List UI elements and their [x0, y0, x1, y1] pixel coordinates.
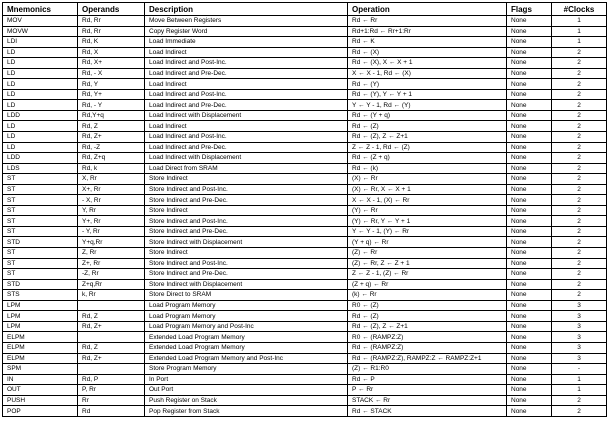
flags-cell: None [507, 385, 552, 396]
operands-cell: Y, Rr [78, 205, 145, 216]
mnemonic-cell: LD [3, 132, 78, 143]
mnemonic-cell: LDD [3, 110, 78, 121]
description-cell: Store Indirect and Post-Inc. [145, 258, 348, 269]
mnemonic-cell: POP [3, 406, 78, 417]
flags-cell: None [507, 100, 552, 111]
operands-cell: Z, Rr [78, 248, 145, 259]
description-cell: Load Indirect and Pre-Dec. [145, 142, 348, 153]
description-cell: Push Register on Stack [145, 395, 348, 406]
mnemonic-cell: LDI [3, 37, 78, 48]
flags-cell: None [507, 269, 552, 280]
mnemonic-cell: ST [3, 205, 78, 216]
operands-cell: Rd, -Z [78, 142, 145, 153]
flags-cell: None [507, 237, 552, 248]
table-row [3, 184, 607, 195]
operation-cell: (Z) ← R1:R0 [348, 364, 507, 375]
table-row [3, 79, 607, 90]
flags-cell: None [507, 395, 552, 406]
mnemonic-cell: LD [3, 68, 78, 79]
operation-cell: Rd ← (RAMPZ:Z) [348, 342, 507, 353]
flags-cell: None [507, 364, 552, 375]
operands-cell: Y+q,Rr [78, 237, 145, 248]
clocks-cell: 1 [552, 374, 607, 385]
description-cell: Load Indirect [145, 79, 348, 90]
description-cell: Extended Load Program Memory [145, 342, 348, 353]
operation-cell: Rd ← (Y) [348, 79, 507, 90]
operation-cell: R0 ← (RAMPZ:Z) [348, 332, 507, 343]
operation-cell: X ← X - 1, (X) ← Rr [348, 195, 507, 206]
table-row [3, 163, 607, 174]
operation-cell: Z ← Z - 1, Rd ← (Z) [348, 142, 507, 153]
table-row [3, 226, 607, 237]
operands-cell: Rd, Z [78, 311, 145, 322]
operation-cell: Rd ← (Z), Z ← Z+1 [348, 321, 507, 332]
mnemonic-cell: LD [3, 142, 78, 153]
flags-cell: None [507, 121, 552, 132]
table-row [3, 121, 607, 132]
table-row [3, 269, 607, 280]
clocks-cell: 2 [552, 89, 607, 100]
operation-cell: Rd ← STACK [348, 406, 507, 417]
description-cell: Store Indirect [145, 205, 348, 216]
description-cell: Load Program Memory [145, 300, 348, 311]
operands-cell [78, 300, 145, 311]
table-row [3, 68, 607, 79]
operands-cell: P, Rr [78, 385, 145, 396]
mnemonic-cell: LPM [3, 311, 78, 322]
description-cell: Store Indirect and Pre-Dec. [145, 195, 348, 206]
table-row [3, 279, 607, 290]
clocks-cell: 2 [552, 153, 607, 164]
operation-cell: Rd ← (Z + q) [348, 153, 507, 164]
clocks-cell: 3 [552, 311, 607, 322]
clocks-cell: 2 [552, 269, 607, 280]
operands-cell: Rd, K [78, 37, 145, 48]
flags-cell: None [507, 47, 552, 58]
clocks-cell: 3 [552, 353, 607, 364]
mnemonic-cell: LD [3, 121, 78, 132]
clocks-cell: 2 [552, 216, 607, 227]
description-cell: Load Indirect and Pre-Dec. [145, 68, 348, 79]
flags-cell: None [507, 89, 552, 100]
mnemonic-cell: LD [3, 89, 78, 100]
mnemonic-cell: ST [3, 216, 78, 227]
clocks-cell: 2 [552, 174, 607, 185]
description-cell: Store Indirect [145, 174, 348, 185]
operands-cell: k, Rr [78, 290, 145, 301]
clocks-cell: 2 [552, 163, 607, 174]
mnemonic-cell: LDD [3, 153, 78, 164]
clocks-cell: 2 [552, 258, 607, 269]
operands-cell: Rd, Z+ [78, 321, 145, 332]
operands-cell: X, Rr [78, 174, 145, 185]
mnemonic-cell: ELPM [3, 332, 78, 343]
mnemonic-cell: MOVW [3, 26, 78, 37]
description-cell: Load Indirect and Post-Inc. [145, 58, 348, 69]
operands-cell: Rd, Y [78, 79, 145, 90]
table-row [3, 395, 607, 406]
clocks-cell: 2 [552, 100, 607, 111]
mnemonic-cell: ST [3, 174, 78, 185]
mnemonic-cell: STD [3, 237, 78, 248]
flags-cell: None [507, 37, 552, 48]
clocks-cell: 2 [552, 68, 607, 79]
table-row [3, 195, 607, 206]
clocks-cell: 2 [552, 226, 607, 237]
flags-cell: None [507, 226, 552, 237]
operands-cell: X+, Rr [78, 184, 145, 195]
flags-cell: None [507, 195, 552, 206]
description-cell: Store Indirect and Pre-Dec. [145, 226, 348, 237]
flags-cell: None [507, 205, 552, 216]
operands-cell [78, 364, 145, 375]
clocks-cell: 2 [552, 406, 607, 417]
operation-cell: (Y + q) ← Rr [348, 237, 507, 248]
flags-cell: None [507, 153, 552, 164]
operation-cell: P ← Rr [348, 385, 507, 396]
description-cell: Load Indirect and Post-Inc. [145, 132, 348, 143]
description-cell: Store Indirect and Post-Inc. [145, 184, 348, 195]
description-cell: Load Indirect [145, 47, 348, 58]
flags-cell: None [507, 290, 552, 301]
description-cell: Load Program Memory [145, 311, 348, 322]
flags-cell: None [507, 79, 552, 90]
clocks-cell: 1 [552, 16, 607, 27]
table-row [3, 248, 607, 259]
operation-cell: (X) ← Rr, X ← X + 1 [348, 184, 507, 195]
description-cell: Load Program Memory and Post-Inc [145, 321, 348, 332]
operation-cell: Rd ← (Z) [348, 121, 507, 132]
operands-cell: Rd, Rr [78, 16, 145, 27]
table-row [3, 205, 607, 216]
clocks-cell: 2 [552, 205, 607, 216]
operation-cell: (Z + q) ← Rr [348, 279, 507, 290]
clocks-cell: 2 [552, 195, 607, 206]
mnemonic-cell: LD [3, 100, 78, 111]
mnemonic-cell: LDS [3, 163, 78, 174]
flags-cell: None [507, 142, 552, 153]
mnemonic-cell: IN [3, 374, 78, 385]
operands-cell: Rd, Y+ [78, 89, 145, 100]
flags-cell: None [507, 342, 552, 353]
operands-cell: Rd, Z+ [78, 132, 145, 143]
description-cell: Copy Register Word [145, 26, 348, 37]
flags-cell: None [507, 110, 552, 121]
operands-cell: Rd, P [78, 374, 145, 385]
flags-cell: None [507, 353, 552, 364]
table-row [3, 58, 607, 69]
mnemonic-cell: ST [3, 184, 78, 195]
table-row [3, 300, 607, 311]
clocks-cell: 2 [552, 58, 607, 69]
operation-cell: (Z) ← Rr [348, 248, 507, 259]
table-row [3, 406, 607, 417]
flags-cell: None [507, 279, 552, 290]
col-header-flags: Flags [507, 3, 552, 16]
description-cell: Store Program Memory [145, 364, 348, 375]
col-header-mnemonics: Mnemonics [3, 3, 78, 16]
description-cell: Load Indirect [145, 121, 348, 132]
flags-cell: None [507, 26, 552, 37]
operation-cell: Y ← Y - 1, (Y) ← Rr [348, 226, 507, 237]
operands-cell: Rd,Y+q [78, 110, 145, 121]
instruction-table [2, 2, 607, 417]
col-header-operation: Operation [348, 3, 507, 16]
mnemonic-cell: ST [3, 258, 78, 269]
col-header-operands: Operands [78, 3, 145, 16]
mnemonic-cell: STS [3, 290, 78, 301]
flags-cell: None [507, 300, 552, 311]
table-row [3, 290, 607, 301]
flags-cell: None [507, 132, 552, 143]
description-cell: Store Indirect and Post-Inc. [145, 216, 348, 227]
description-cell: Store Indirect with Displacement [145, 237, 348, 248]
flags-cell: None [507, 406, 552, 417]
operands-cell: Rd, Rr [78, 26, 145, 37]
operation-cell: Rd ← (X) [348, 47, 507, 58]
clocks-cell: 2 [552, 237, 607, 248]
operands-cell: Rd, Z [78, 121, 145, 132]
operation-cell: Y ← Y - 1, Rd ← (Y) [348, 100, 507, 111]
operation-cell: Rd ← (Y), Y ← Y + 1 [348, 89, 507, 100]
operation-cell: Rd ← (X), X ← X + 1 [348, 58, 507, 69]
table-row [3, 258, 607, 269]
table-row [3, 216, 607, 227]
operands-cell: -Z, Rr [78, 269, 145, 280]
clocks-cell: 2 [552, 279, 607, 290]
operation-cell: (Z) ← Rr, Z ← Z + 1 [348, 258, 507, 269]
clocks-cell: 2 [552, 79, 607, 90]
flags-cell: None [507, 16, 552, 27]
clocks-cell: 2 [552, 248, 607, 259]
clocks-cell: 1 [552, 26, 607, 37]
clocks-cell: 2 [552, 290, 607, 301]
mnemonic-cell: ELPM [3, 342, 78, 353]
mnemonic-cell: MOV [3, 16, 78, 27]
description-cell: Load Direct from SRAM [145, 163, 348, 174]
operands-cell: Rd, X [78, 47, 145, 58]
mnemonic-cell: LD [3, 79, 78, 90]
description-cell: In Port [145, 374, 348, 385]
table-row [3, 47, 607, 58]
operation-cell: Rd ← (k) [348, 163, 507, 174]
mnemonic-cell: LPM [3, 300, 78, 311]
clocks-cell: 1 [552, 385, 607, 396]
operands-cell: Rd, k [78, 163, 145, 174]
operands-cell: Z+, Rr [78, 258, 145, 269]
flags-cell: None [507, 374, 552, 385]
description-cell: Move Between Registers [145, 16, 348, 27]
clocks-cell: - [552, 364, 607, 375]
clocks-cell: 2 [552, 47, 607, 58]
operation-cell: Z ← Z - 1, (Z) ← Rr [348, 269, 507, 280]
mnemonic-cell: OUT [3, 385, 78, 396]
mnemonic-cell: ELPM [3, 353, 78, 364]
flags-cell: None [507, 68, 552, 79]
operation-cell: X ← X - 1, Rd ← (X) [348, 68, 507, 79]
operation-cell: STACK ← Rr [348, 395, 507, 406]
table-row [3, 132, 607, 143]
clocks-cell: 1 [552, 37, 607, 48]
operands-cell: Rr [78, 395, 145, 406]
table-row [3, 26, 607, 37]
description-cell: Out Port [145, 385, 348, 396]
operation-cell: (Y) ← Rr, Y ← Y + 1 [348, 216, 507, 227]
clocks-cell: 3 [552, 300, 607, 311]
mnemonic-cell: ST [3, 248, 78, 259]
description-cell: Store Indirect [145, 248, 348, 259]
table-row [3, 374, 607, 385]
table-row [3, 89, 607, 100]
operands-cell: - X, Rr [78, 195, 145, 206]
operands-cell: Rd, Z [78, 342, 145, 353]
description-cell: Load Indirect and Pre-Dec. [145, 100, 348, 111]
description-cell: Load Indirect and Post-Inc. [145, 89, 348, 100]
flags-cell: None [507, 311, 552, 322]
operation-cell: (k) ← Rr [348, 290, 507, 301]
table-row [3, 385, 607, 396]
flags-cell: None [507, 258, 552, 269]
table-row [3, 16, 607, 27]
description-cell: Extended Load Program Memory and Post-Inc [145, 353, 348, 364]
operation-cell: (Y) ← Rr [348, 205, 507, 216]
table-row [3, 342, 607, 353]
clocks-cell: 3 [552, 332, 607, 343]
flags-cell: None [507, 163, 552, 174]
table-row [3, 153, 607, 164]
operands-cell: - Y, Rr [78, 226, 145, 237]
description-cell: Store Indirect and Pre-Dec. [145, 269, 348, 280]
clocks-cell: 3 [552, 321, 607, 332]
table-row [3, 364, 607, 375]
operation-cell: R0 ← (Z) [348, 300, 507, 311]
clocks-cell: 2 [552, 110, 607, 121]
table-row [3, 142, 607, 153]
operands-cell: Rd, Z+ [78, 353, 145, 364]
col-header-description: Description [145, 3, 348, 16]
operands-cell [78, 332, 145, 343]
table-row [3, 332, 607, 343]
table-row [3, 37, 607, 48]
table-row [3, 100, 607, 111]
operation-cell: Rd+1:Rd ← Rr+1:Rr [348, 26, 507, 37]
operands-cell: Z+q,Rr [78, 279, 145, 290]
table-row [3, 321, 607, 332]
clocks-cell: 2 [552, 132, 607, 143]
flags-cell: None [507, 321, 552, 332]
clocks-cell: 2 [552, 142, 607, 153]
operation-cell: Rd ← (Y + q) [348, 110, 507, 121]
description-cell: Store Indirect with Displacement [145, 279, 348, 290]
clocks-cell: 2 [552, 121, 607, 132]
table-row [3, 311, 607, 322]
operands-cell: Y+, Rr [78, 216, 145, 227]
header-row [3, 3, 607, 16]
table-row [3, 110, 607, 121]
operation-cell: Rd ← (Z), Z ← Z+1 [348, 132, 507, 143]
mnemonic-cell: LD [3, 47, 78, 58]
operands-cell: Rd [78, 406, 145, 417]
operands-cell: Rd, - X [78, 68, 145, 79]
flags-cell: None [507, 332, 552, 343]
description-cell: Store Direct to SRAM [145, 290, 348, 301]
operands-cell: Rd, Z+q [78, 153, 145, 164]
description-cell: Load Indirect with Displacement [145, 110, 348, 121]
operation-cell: Rd ← (RAMPZ:Z), RAMPZ:Z ← RAMPZ:Z+1 [348, 353, 507, 364]
table-body [3, 16, 607, 417]
description-cell: Extended Load Program Memory [145, 332, 348, 343]
operation-cell: Rd ← P [348, 374, 507, 385]
table-row [3, 174, 607, 185]
operation-cell: (X) ← Rr [348, 174, 507, 185]
clocks-cell: 3 [552, 342, 607, 353]
flags-cell: None [507, 174, 552, 185]
flags-cell: None [507, 58, 552, 69]
flags-cell: None [507, 184, 552, 195]
mnemonic-cell: LPM [3, 321, 78, 332]
mnemonic-cell: ST [3, 195, 78, 206]
operation-cell: Rd ← (Z) [348, 311, 507, 322]
operation-cell: Rd ← Rr [348, 16, 507, 27]
table-row [3, 237, 607, 248]
mnemonic-cell: PUSH [3, 395, 78, 406]
operands-cell: Rd, - Y [78, 100, 145, 111]
description-cell: Load Indirect with Displacement [145, 153, 348, 164]
col-header-clocks: #Clocks [552, 3, 607, 16]
flags-cell: None [507, 248, 552, 259]
mnemonic-cell: LD [3, 58, 78, 69]
operands-cell: Rd, X+ [78, 58, 145, 69]
description-cell: Pop Register from Stack [145, 406, 348, 417]
clocks-cell: 2 [552, 395, 607, 406]
flags-cell: None [507, 216, 552, 227]
description-cell: Load Immediate [145, 37, 348, 48]
mnemonic-cell: ST [3, 226, 78, 237]
table-row [3, 353, 607, 364]
clocks-cell: 2 [552, 184, 607, 195]
mnemonic-cell: ST [3, 269, 78, 280]
mnemonic-cell: STD [3, 279, 78, 290]
mnemonic-cell: SPM [3, 364, 78, 375]
operation-cell: Rd ← K [348, 37, 507, 48]
